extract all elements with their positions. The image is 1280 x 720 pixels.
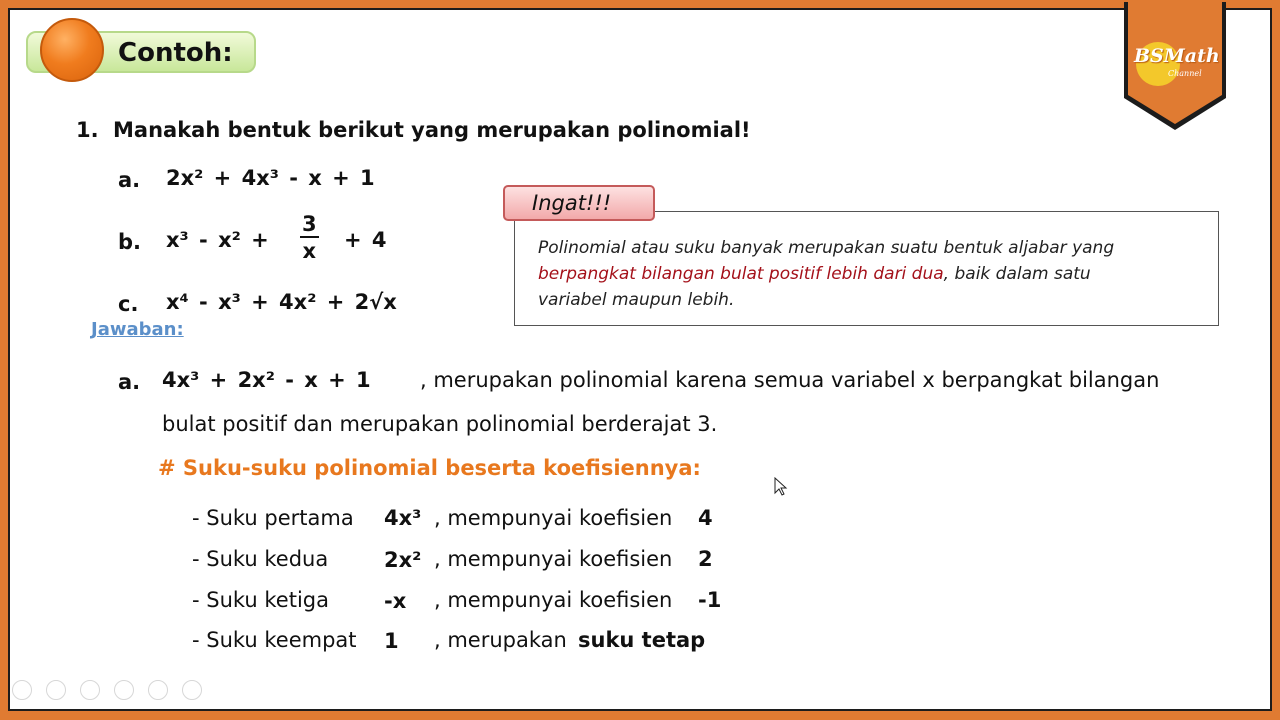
save-icon[interactable] [114, 680, 134, 700]
previous-icon[interactable] [12, 680, 32, 700]
bsmath-logo [1120, 2, 1230, 132]
term-1-desc: , mempunyai koefisien [434, 506, 673, 530]
term-3-name: - Suku ketiga [192, 588, 329, 612]
ingat-line-3: variabel maupun lebih. [538, 290, 735, 310]
option-b-expr-post: + 4 [344, 228, 387, 252]
answer-text-1: , merupakan polinomial karena semua variabel x berpangkat bilangan [420, 368, 1160, 392]
option-b-expr-pre: x³ - x² + [166, 228, 269, 252]
term-3-term: -x [384, 589, 407, 613]
fraction-denominator: x [302, 239, 317, 263]
option-a-expr: 2x² + 4x³ - x + 1 [166, 166, 375, 190]
fraction-numerator: 3 [302, 212, 317, 236]
question-text: Manakah bentuk berikut yang merupakan polinomial! [113, 118, 751, 142]
option-b-fraction [300, 212, 319, 264]
ingat-highlight: berpangkat bilangan bulat positif lebih dari dua [538, 264, 944, 284]
question-number: 1. [76, 118, 99, 142]
logo-text: BSMath [1134, 45, 1220, 67]
more-icon[interactable] [182, 680, 202, 700]
title-circle-icon [40, 18, 104, 82]
play-icon[interactable] [46, 680, 66, 700]
ingat-line-2 [538, 261, 1208, 287]
pen-icon[interactable] [80, 680, 100, 700]
ingat-title: Ingat!!! [532, 191, 612, 215]
answer-expr: 4x³ + 2x² - x + 1 [162, 368, 371, 392]
ingat-line-1: Polinomial atau suku banyak merupakan suatu bentuk aljabar yang [538, 238, 1115, 258]
answer-label: a. [118, 370, 141, 394]
zoom-icon[interactable] [148, 680, 168, 700]
term-4-name: - Suku keempat [192, 628, 357, 652]
logo-subtext: Channel [1168, 69, 1202, 78]
term-2-desc: , mempunyai koefisien [434, 547, 673, 571]
term-4-value: suku tetap [578, 628, 706, 652]
term-4-term: 1 [384, 629, 399, 653]
terms-heading: # Suku-suku polinomial beserta koefisiennya: [158, 456, 701, 480]
mouse-cursor-icon [774, 477, 788, 497]
term-2-value: 2 [698, 547, 713, 571]
term-3-desc: , mempunyai koefisien [434, 588, 673, 612]
option-c-expr: x⁴ - x³ + 4x² + 2√x [166, 290, 397, 314]
term-2-term: 2x² [384, 548, 422, 572]
term-1-name: - Suku pertama [192, 506, 354, 530]
term-1-value: 4 [698, 506, 713, 530]
ingat-body [538, 235, 1208, 313]
option-b-label: b. [118, 230, 142, 254]
term-4-desc: , merupakan [434, 628, 567, 652]
option-c-label: c. [118, 292, 139, 316]
answer-text-2: bulat positif dan merupakan polinomial berderajat 3. [162, 412, 718, 436]
term-2-name: - Suku kedua [192, 547, 329, 571]
answer-heading: Jawaban: [91, 319, 184, 340]
ingat-line-2-rest: , baik dalam satu [943, 264, 1091, 284]
option-a-label: a. [118, 168, 141, 192]
term-3-value: -1 [698, 588, 722, 612]
slide-title: Contoh: [118, 38, 233, 68]
term-1-term: 4x³ [384, 506, 422, 530]
